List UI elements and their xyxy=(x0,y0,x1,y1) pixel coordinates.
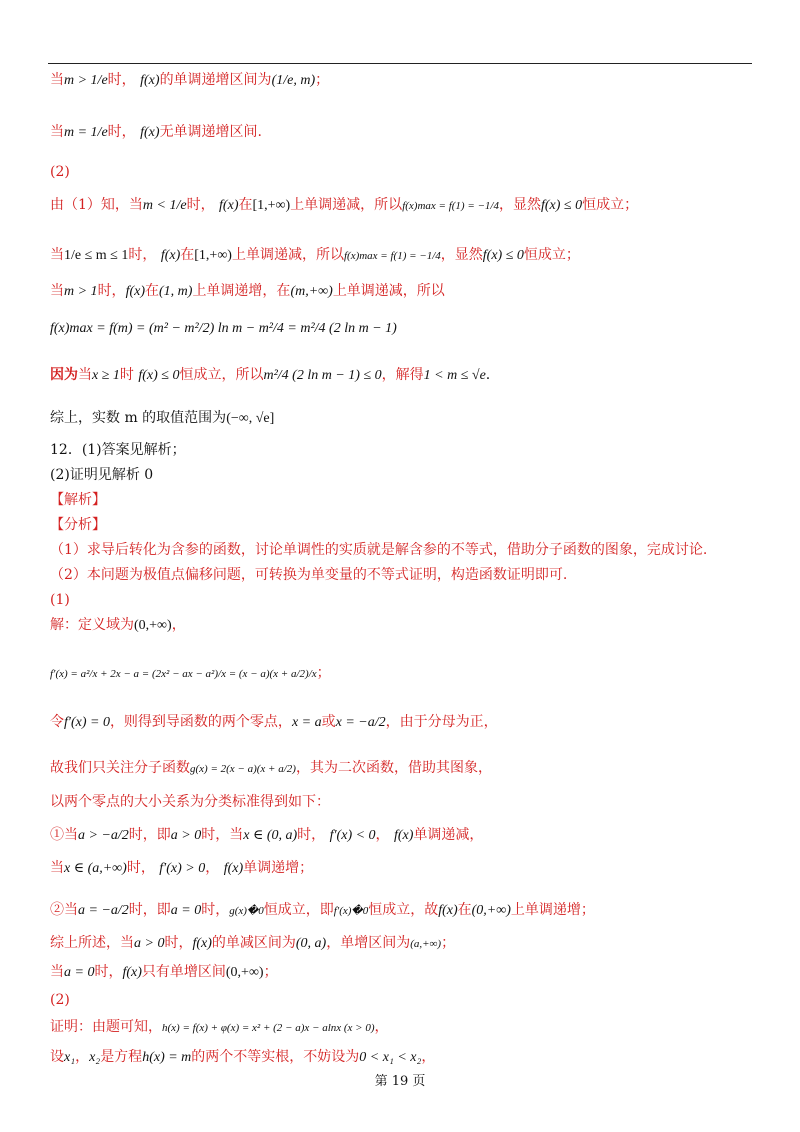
text: 上单调递减，所以 xyxy=(290,197,403,213)
formula: f(x) xyxy=(160,248,181,263)
line-25 xyxy=(50,933,455,954)
top-rule xyxy=(48,63,752,64)
line-18 xyxy=(50,663,331,684)
text: 恒成立，所以 xyxy=(179,367,264,383)
formula: f(x) xyxy=(140,73,160,88)
text: 的单减区间为 xyxy=(211,935,296,951)
text: 由（1）知，当 xyxy=(50,197,143,213)
text: 时，即 xyxy=(128,827,171,843)
text: ， xyxy=(171,617,186,633)
line-16 xyxy=(50,590,70,610)
formula: h(x) = f(x) + φ(x) = x² + (2 − a)x − alnx (x > 0) xyxy=(162,1022,375,1034)
formula: h(x) = m xyxy=(142,1050,192,1065)
line-21 xyxy=(50,792,330,812)
text: 的两个不等实根，不妨设为 xyxy=(191,1049,360,1065)
text: 时， xyxy=(107,124,136,140)
text: （2）本问题为极值点偏移问题，可转换为单变量的不等式证明，构造函数证明即可. xyxy=(50,567,568,583)
formula: [1,+∞) xyxy=(194,248,232,263)
formula: x₂ xyxy=(89,1050,101,1065)
formula: (0,+∞) xyxy=(471,903,511,918)
formula: m²/4 (2 ln m − 1) ≤ 0 xyxy=(263,368,382,383)
text: 证明：由题可知， xyxy=(50,1019,162,1035)
text: 无单调递增区间. xyxy=(159,124,263,140)
text: （1）求导后转化为含参的函数，讨论单调性的实质就是解含参的不等式，借助分子函数的图象，完成讨论. xyxy=(50,542,708,558)
text: 恒成立，即 xyxy=(263,902,334,918)
text: 【解析】 xyxy=(50,492,106,508)
formula: f(x)max = f(1) = −1/4 xyxy=(402,200,499,212)
formula: x ∈ (0, a) xyxy=(243,828,298,843)
text: 解：定义域为 xyxy=(50,617,134,633)
text: 时， xyxy=(297,827,326,843)
text: 时， xyxy=(186,197,215,213)
formula: (0,+∞) xyxy=(134,618,172,633)
formula: f′(x) > 0 xyxy=(159,861,206,876)
text: 故我们只关注分子函数 xyxy=(50,760,190,776)
line-19 xyxy=(50,712,498,733)
text: 当 xyxy=(50,964,64,980)
formula: x ≥ 1 xyxy=(92,368,120,383)
text: ； xyxy=(441,935,456,951)
formula: a = 0 xyxy=(170,903,202,918)
line-22 xyxy=(50,825,483,846)
formula: f(x) xyxy=(223,861,244,876)
text: (2) xyxy=(50,164,70,180)
text: 只有单增区间 xyxy=(141,964,226,980)
text: ，显然 xyxy=(440,247,483,263)
text: 在 xyxy=(145,283,159,299)
text: 恒成立，故 xyxy=(368,902,439,918)
text: 上单调递减，所以 xyxy=(332,283,445,299)
formula: f(x) ≤ 0 xyxy=(541,198,583,213)
text: ， xyxy=(205,860,220,876)
line-10 xyxy=(50,440,186,460)
formula: 1/e ≤ m ≤ 1 xyxy=(64,248,129,263)
text: 时， xyxy=(128,247,157,263)
text: 设 xyxy=(50,1049,64,1065)
formula: a = 0 xyxy=(64,965,95,980)
formula: f′(x)�0 xyxy=(333,905,369,917)
text: 时， xyxy=(107,72,136,88)
line-11 xyxy=(50,465,153,485)
text: ，由于分母为正， xyxy=(385,714,498,730)
formula: a > −a/2 xyxy=(78,828,129,843)
formula: m < 1/e xyxy=(142,198,187,213)
formula: f′(x) = 0 xyxy=(64,715,110,730)
text: 恒成立； xyxy=(523,247,580,263)
text: ，单增区间为 xyxy=(326,935,411,951)
formula: f′(x) < 0 xyxy=(329,828,376,843)
text: 上单调递增； xyxy=(510,902,595,918)
text: 的单调递增区间为 xyxy=(159,72,272,88)
formula: x = −a/2 xyxy=(335,715,386,730)
text: ， xyxy=(75,1049,90,1065)
formula: x = a xyxy=(291,715,322,730)
line-26 xyxy=(50,962,278,983)
text: 时 xyxy=(119,367,134,383)
formula: (a,+∞) xyxy=(410,938,442,950)
line-7 xyxy=(50,318,397,339)
text: 单调递减， xyxy=(413,827,484,843)
formula: f(x)max = f(1) = −1/4 xyxy=(343,250,441,262)
text: 当 xyxy=(50,860,64,876)
line-4 xyxy=(50,195,638,216)
text: 单调递增； xyxy=(243,860,314,876)
page-number: 第 19 页 xyxy=(374,1074,426,1089)
text: 令 xyxy=(50,714,64,730)
formula: m = 1/e xyxy=(64,125,108,140)
formula: (m,+∞) xyxy=(290,284,333,299)
text: 当 xyxy=(50,72,64,88)
formula: g(x) = 2(x − a)(x + a/2) xyxy=(190,763,296,775)
text: 当 xyxy=(78,367,92,383)
line-12 xyxy=(50,490,106,510)
text: 时， xyxy=(126,860,155,876)
text: 时， xyxy=(201,902,230,918)
text: 综上，实数 m 的取值范围为 xyxy=(50,410,227,426)
formula: (0,+∞) xyxy=(225,965,264,980)
formula: (1/e, m) xyxy=(271,73,316,88)
formula: f(x) xyxy=(122,965,142,980)
text: ，其为二次函数，借助其图象， xyxy=(295,760,492,776)
text: 在 xyxy=(180,247,195,263)
line-1 xyxy=(50,70,329,91)
formula: 1 < m ≤ √e xyxy=(423,368,486,383)
text: ②当 xyxy=(50,902,78,918)
line-6 xyxy=(50,281,445,302)
line-23 xyxy=(50,858,313,879)
text: 因为 xyxy=(50,367,78,383)
line-3 xyxy=(50,162,70,182)
text: 时，即 xyxy=(128,902,171,918)
line-9 xyxy=(50,408,274,429)
formula: m > 1/e xyxy=(64,73,108,88)
text: (1) xyxy=(50,592,70,608)
formula: f(x) xyxy=(438,903,458,918)
formula: a = −a/2 xyxy=(78,903,129,918)
formula: (0, a) xyxy=(295,936,327,951)
formula: a > 0 xyxy=(134,936,165,951)
text: 时，当 xyxy=(201,827,244,843)
text: ， xyxy=(421,1049,436,1065)
text: ， xyxy=(374,1019,389,1035)
formula: (1, m) xyxy=(159,284,193,299)
formula: f(x) xyxy=(140,125,160,140)
line-24 xyxy=(50,900,595,921)
text: 当 xyxy=(50,124,64,140)
formula: x ∈ (a,+∞) xyxy=(64,861,127,876)
line-13 xyxy=(50,515,106,535)
line-15 xyxy=(50,565,567,585)
text: 在 xyxy=(457,902,472,918)
formula: f(x) xyxy=(394,828,414,843)
line-2 xyxy=(50,122,262,143)
formula: f(x) xyxy=(219,198,239,213)
formula: g(x)�0 xyxy=(229,905,264,917)
text: (2) xyxy=(50,992,70,1008)
line-17 xyxy=(50,615,186,636)
line-29 xyxy=(50,1047,435,1068)
formula: f(x)max = f(m) = (m² − m²/2) ln m − m²/4 = m²/4 (2 ln m − 1) xyxy=(50,321,397,336)
text: ， xyxy=(375,827,390,843)
line-8 xyxy=(50,365,490,386)
text: 上单调递减，所以 xyxy=(231,247,344,263)
text: (2)证明见解析 0 xyxy=(50,467,154,483)
text: 在 xyxy=(238,197,253,213)
text: 或 xyxy=(321,714,336,730)
text: 时， xyxy=(97,283,126,299)
formula: f(x) xyxy=(192,936,212,951)
text: ①当 xyxy=(50,827,78,843)
line-27 xyxy=(50,990,70,1010)
text: 当 xyxy=(50,283,64,299)
formula: [1,+∞) xyxy=(252,198,291,213)
formula: f(x) ≤ 0 xyxy=(138,368,180,383)
text: ，解得 xyxy=(381,367,424,383)
line-20 xyxy=(50,758,492,779)
text: ，显然 xyxy=(499,197,541,213)
line-28 xyxy=(50,1017,389,1038)
text: ，则得到导函数的两个零点， xyxy=(109,714,292,730)
text: 当 xyxy=(50,247,64,263)
text: ； xyxy=(316,665,331,681)
formula: m > 1 xyxy=(64,284,98,299)
text: 时， xyxy=(94,964,123,980)
formula: f(x) ≤ 0 xyxy=(482,248,524,263)
text: 恒成立； xyxy=(582,197,639,213)
text: . xyxy=(485,367,491,383)
formula: a > 0 xyxy=(170,828,202,843)
text: 时， xyxy=(164,935,193,951)
formula: f′(x) = a²/x + 2x − a = (2x² − ax − a²)/x = (x − a)(x + a/2)/x xyxy=(50,668,317,680)
formula: f(x) xyxy=(125,284,145,299)
line-14 xyxy=(50,540,707,560)
text: 以两个零点的大小关系为分类标准得到如下： xyxy=(50,794,330,810)
text: 12．(1)答案见解析； xyxy=(50,442,186,458)
formula: (−∞, √e] xyxy=(226,411,275,426)
text: 上单调递增，在 xyxy=(192,283,291,299)
line-5 xyxy=(50,245,580,266)
text: 综上所述，当 xyxy=(50,935,134,951)
text: 是方程 xyxy=(100,1049,143,1065)
formula: 0 < x₁ < x₂ xyxy=(359,1050,422,1065)
formula: x₁ xyxy=(64,1050,76,1065)
text: ； xyxy=(315,72,330,88)
text: 【分析】 xyxy=(50,517,106,533)
text: ； xyxy=(263,964,278,980)
